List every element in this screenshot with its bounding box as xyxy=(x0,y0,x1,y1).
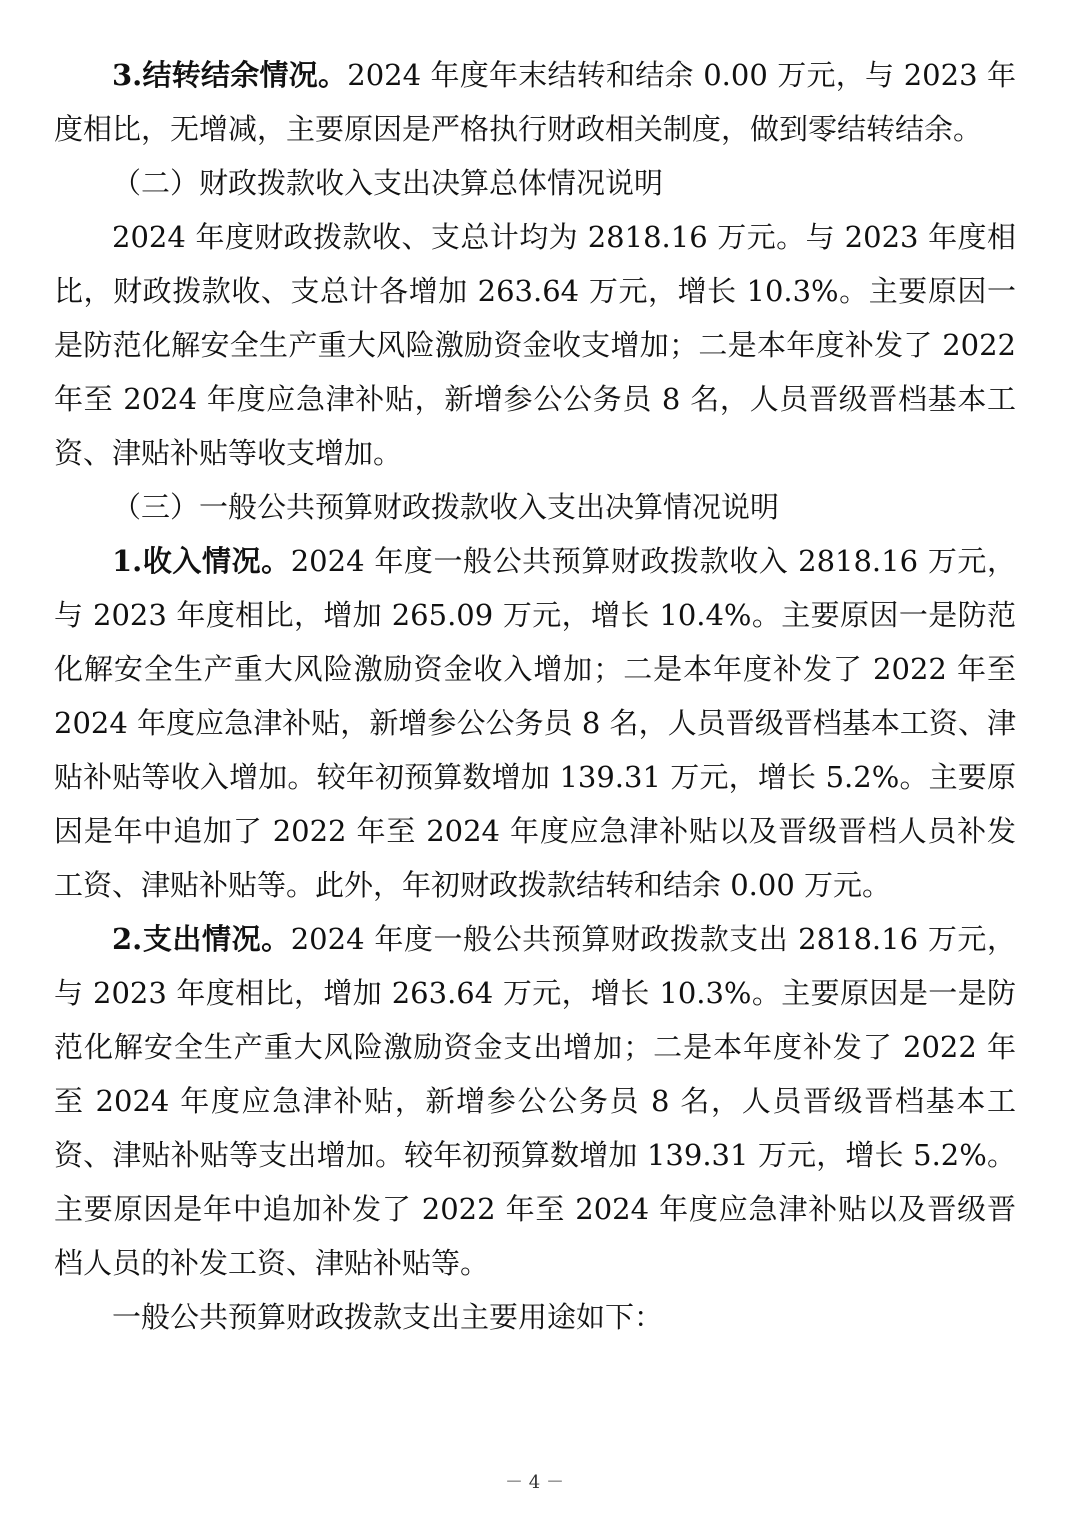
paragraph-body-carryover: 2024 年度年末结转和结余 0.00 万元，与 2023 年度相比，无增减，主要原因是严格执行财政相关制度，做到零结转结余。 xyxy=(54,58,1016,146)
paragraph-body-expenditure: 2024 年度一般公共预算财政拨款支出 2818.16 万元，与 2023 年度相比，增加 263.64 万元，增长 10.3%。主要原因是一是防范化解安全生产重大风险激励资金支出增加；二是本年度补发了 2022 年至 2024 年度应急津补贴，新增参公公务员 8 名，人员晋级晋档基本工资、津贴补贴等支出增加。较年初预算数增加 139.31 万元，增长 5.2%。主要原因是年中追加补发了 2022 年至 2024 年度应急津补贴以及晋级晋档人员的补发工资、津贴补贴等。 xyxy=(54,922,1016,1280)
paragraph-main-uses xyxy=(54,1290,1016,1344)
paragraph-carryover-balance xyxy=(54,48,1016,156)
paragraph-lead-income: 1.收入情况。 xyxy=(112,544,291,578)
paragraph-income xyxy=(54,534,1016,912)
paragraph-body-main-uses: 一般公共预算财政拨款支出主要用途如下： xyxy=(112,1300,664,1334)
paragraph-body-fiscal-overview: 2024 年度财政拨款收、支总计均为 2818.16 万元。与 2023 年度相比，财政拨款收、支总计各增加 263.64 万元，增长 10.3%。主要原因一是防范化解安全生产重大风险激励资金收支增加；二是本年度补发了 2022 年至 2024 年度应急津补贴，新增参公公务员 8 名，人员晋级晋档基本工资、津贴补贴等收支增加。 xyxy=(54,220,1016,470)
paragraph-lead-expenditure: 2.支出情况。 xyxy=(112,922,291,956)
section-heading-fiscal-overview: （二）财政拨款收入支出决算总体情况说明 xyxy=(112,166,664,200)
paragraph-body-income: 2024 年度一般公共预算财政拨款收入 2818.16 万元，与 2023 年度相比，增加 265.09 万元，增长 10.4%。主要原因一是防范化解安全生产重大风险激励资金收入增加；二是本年度补发了 2022 年至 2024 年度应急津补贴，新增参公公务员 8 名，人员晋级晋档基本工资、津贴补贴等收入增加。较年初预算数增加 139.31 万元，增长 5.2%。主要原因是年中追加了 2022 年至 2024 年度应急津补贴以及晋级晋档人员补发工资、津贴补贴等。此外，年初财政拨款结转和结余 0.00 万元。 xyxy=(54,544,1016,902)
section-heading-general-budget: （三）一般公共预算财政拨款收入支出决算情况说明 xyxy=(112,490,780,524)
document-page xyxy=(54,48,1016,1344)
paragraph-lead-carryover: 3.结转结余情况。 xyxy=(112,58,348,92)
paragraph-fiscal-overview xyxy=(54,210,1016,480)
paragraph-expenditure xyxy=(54,912,1016,1290)
page-number: － 4 － xyxy=(505,1472,564,1493)
